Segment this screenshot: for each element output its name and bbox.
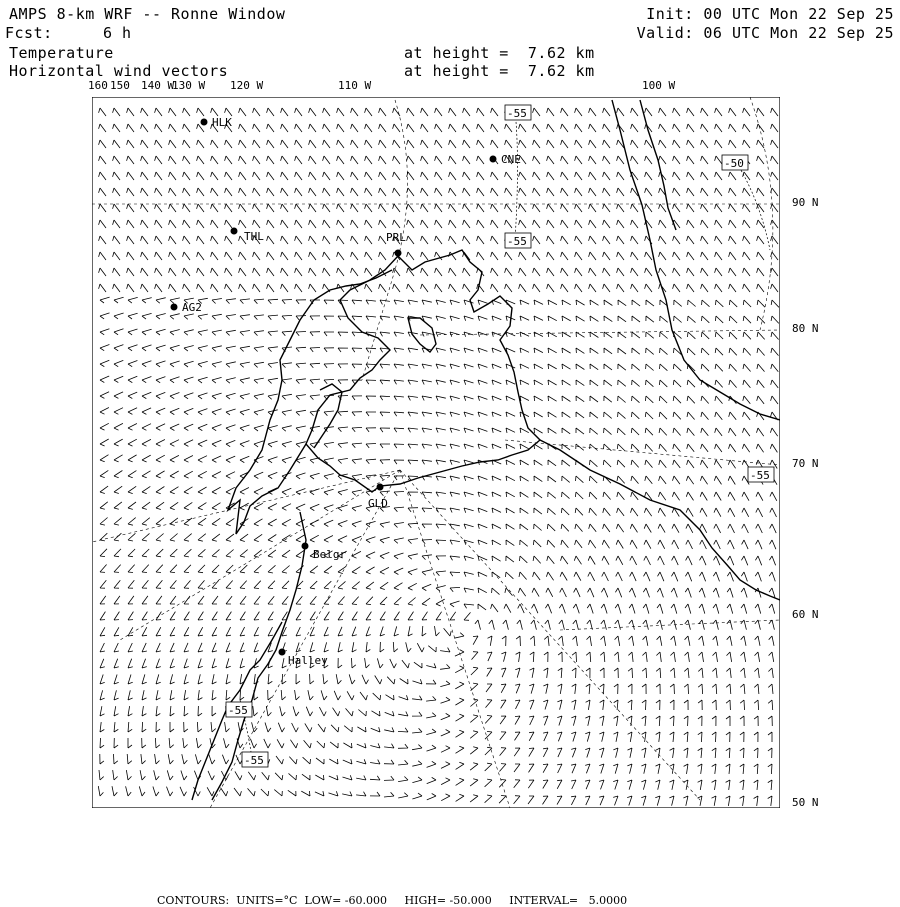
footer-high: HIGH= -50.000	[404, 894, 492, 907]
lon-label-130w: 130 W	[172, 79, 206, 92]
lat-label-80n: 80 N	[792, 322, 819, 335]
lon-label-100w: 100 W	[642, 79, 676, 92]
lon-label-110w: 110 W	[338, 79, 372, 92]
station-label-thl: THL	[244, 230, 264, 243]
forecast-hour: 6 h	[103, 24, 132, 42]
lon-label-150: 150	[110, 79, 130, 92]
footer-units: UNITS=°C	[236, 894, 298, 907]
contour-label: -50	[724, 157, 744, 170]
footer-low: LOW= -60.000	[304, 894, 388, 907]
field-wind-vectors: Horizontal wind vectors	[9, 62, 229, 80]
map-panel	[92, 97, 780, 808]
valid-time: Valid: 06 UTC Mon 22 Sep 25	[636, 24, 894, 42]
contour-label: -55	[244, 754, 264, 767]
lon-label-140w: 140 W	[141, 79, 175, 92]
station-label-halley: Halley	[288, 654, 328, 667]
lat-label-50n: 50 N	[792, 796, 819, 809]
station-marker-prl	[395, 250, 402, 257]
station-label-gld: GLD	[368, 497, 388, 510]
init-time: Init: 00 UTC Mon 22 Sep 25	[646, 5, 894, 23]
contour-legend	[150, 881, 627, 907]
station-label-prl: PRL	[386, 231, 406, 244]
station-label-cne: CNE	[501, 153, 521, 166]
map-title: AMPS 8-km WRF -- Ronne Window	[9, 5, 286, 23]
station-label-belgr: Belgr	[313, 548, 347, 561]
station-marker-ag2	[171, 304, 178, 311]
height-temperature: at height = 7.62 km	[404, 44, 595, 62]
contour-label: -55	[750, 469, 770, 482]
contour-label: -55	[507, 235, 527, 248]
footer-interval: INTERVAL= 5.0000	[509, 894, 628, 907]
field-temperature: Temperature	[9, 44, 114, 62]
map-border	[92, 97, 780, 808]
station-marker-belgr	[302, 543, 309, 550]
station-marker-gld	[377, 484, 384, 491]
station-marker-cne	[490, 156, 497, 163]
lon-label-160: 160	[88, 79, 108, 92]
lat-label-90n: 90 N	[792, 196, 819, 209]
height-wind: at height = 7.62 km	[404, 62, 595, 80]
lon-label-120w: 120 W	[230, 79, 264, 92]
lat-label-60n: 60 N	[792, 608, 819, 621]
forecast-label: Fcst:	[5, 24, 53, 42]
footer-contours: CONTOURS:	[157, 894, 230, 907]
contour-label: -55	[507, 107, 527, 120]
contour-label: -55	[228, 704, 248, 717]
station-label-hlk: HLK	[212, 116, 232, 129]
lat-label-70n: 70 N	[792, 457, 819, 470]
station-marker-hlk	[201, 119, 208, 126]
station-marker-halley	[279, 649, 286, 656]
station-label-ag2: AG2	[182, 301, 202, 314]
station-marker-thl	[231, 228, 238, 235]
